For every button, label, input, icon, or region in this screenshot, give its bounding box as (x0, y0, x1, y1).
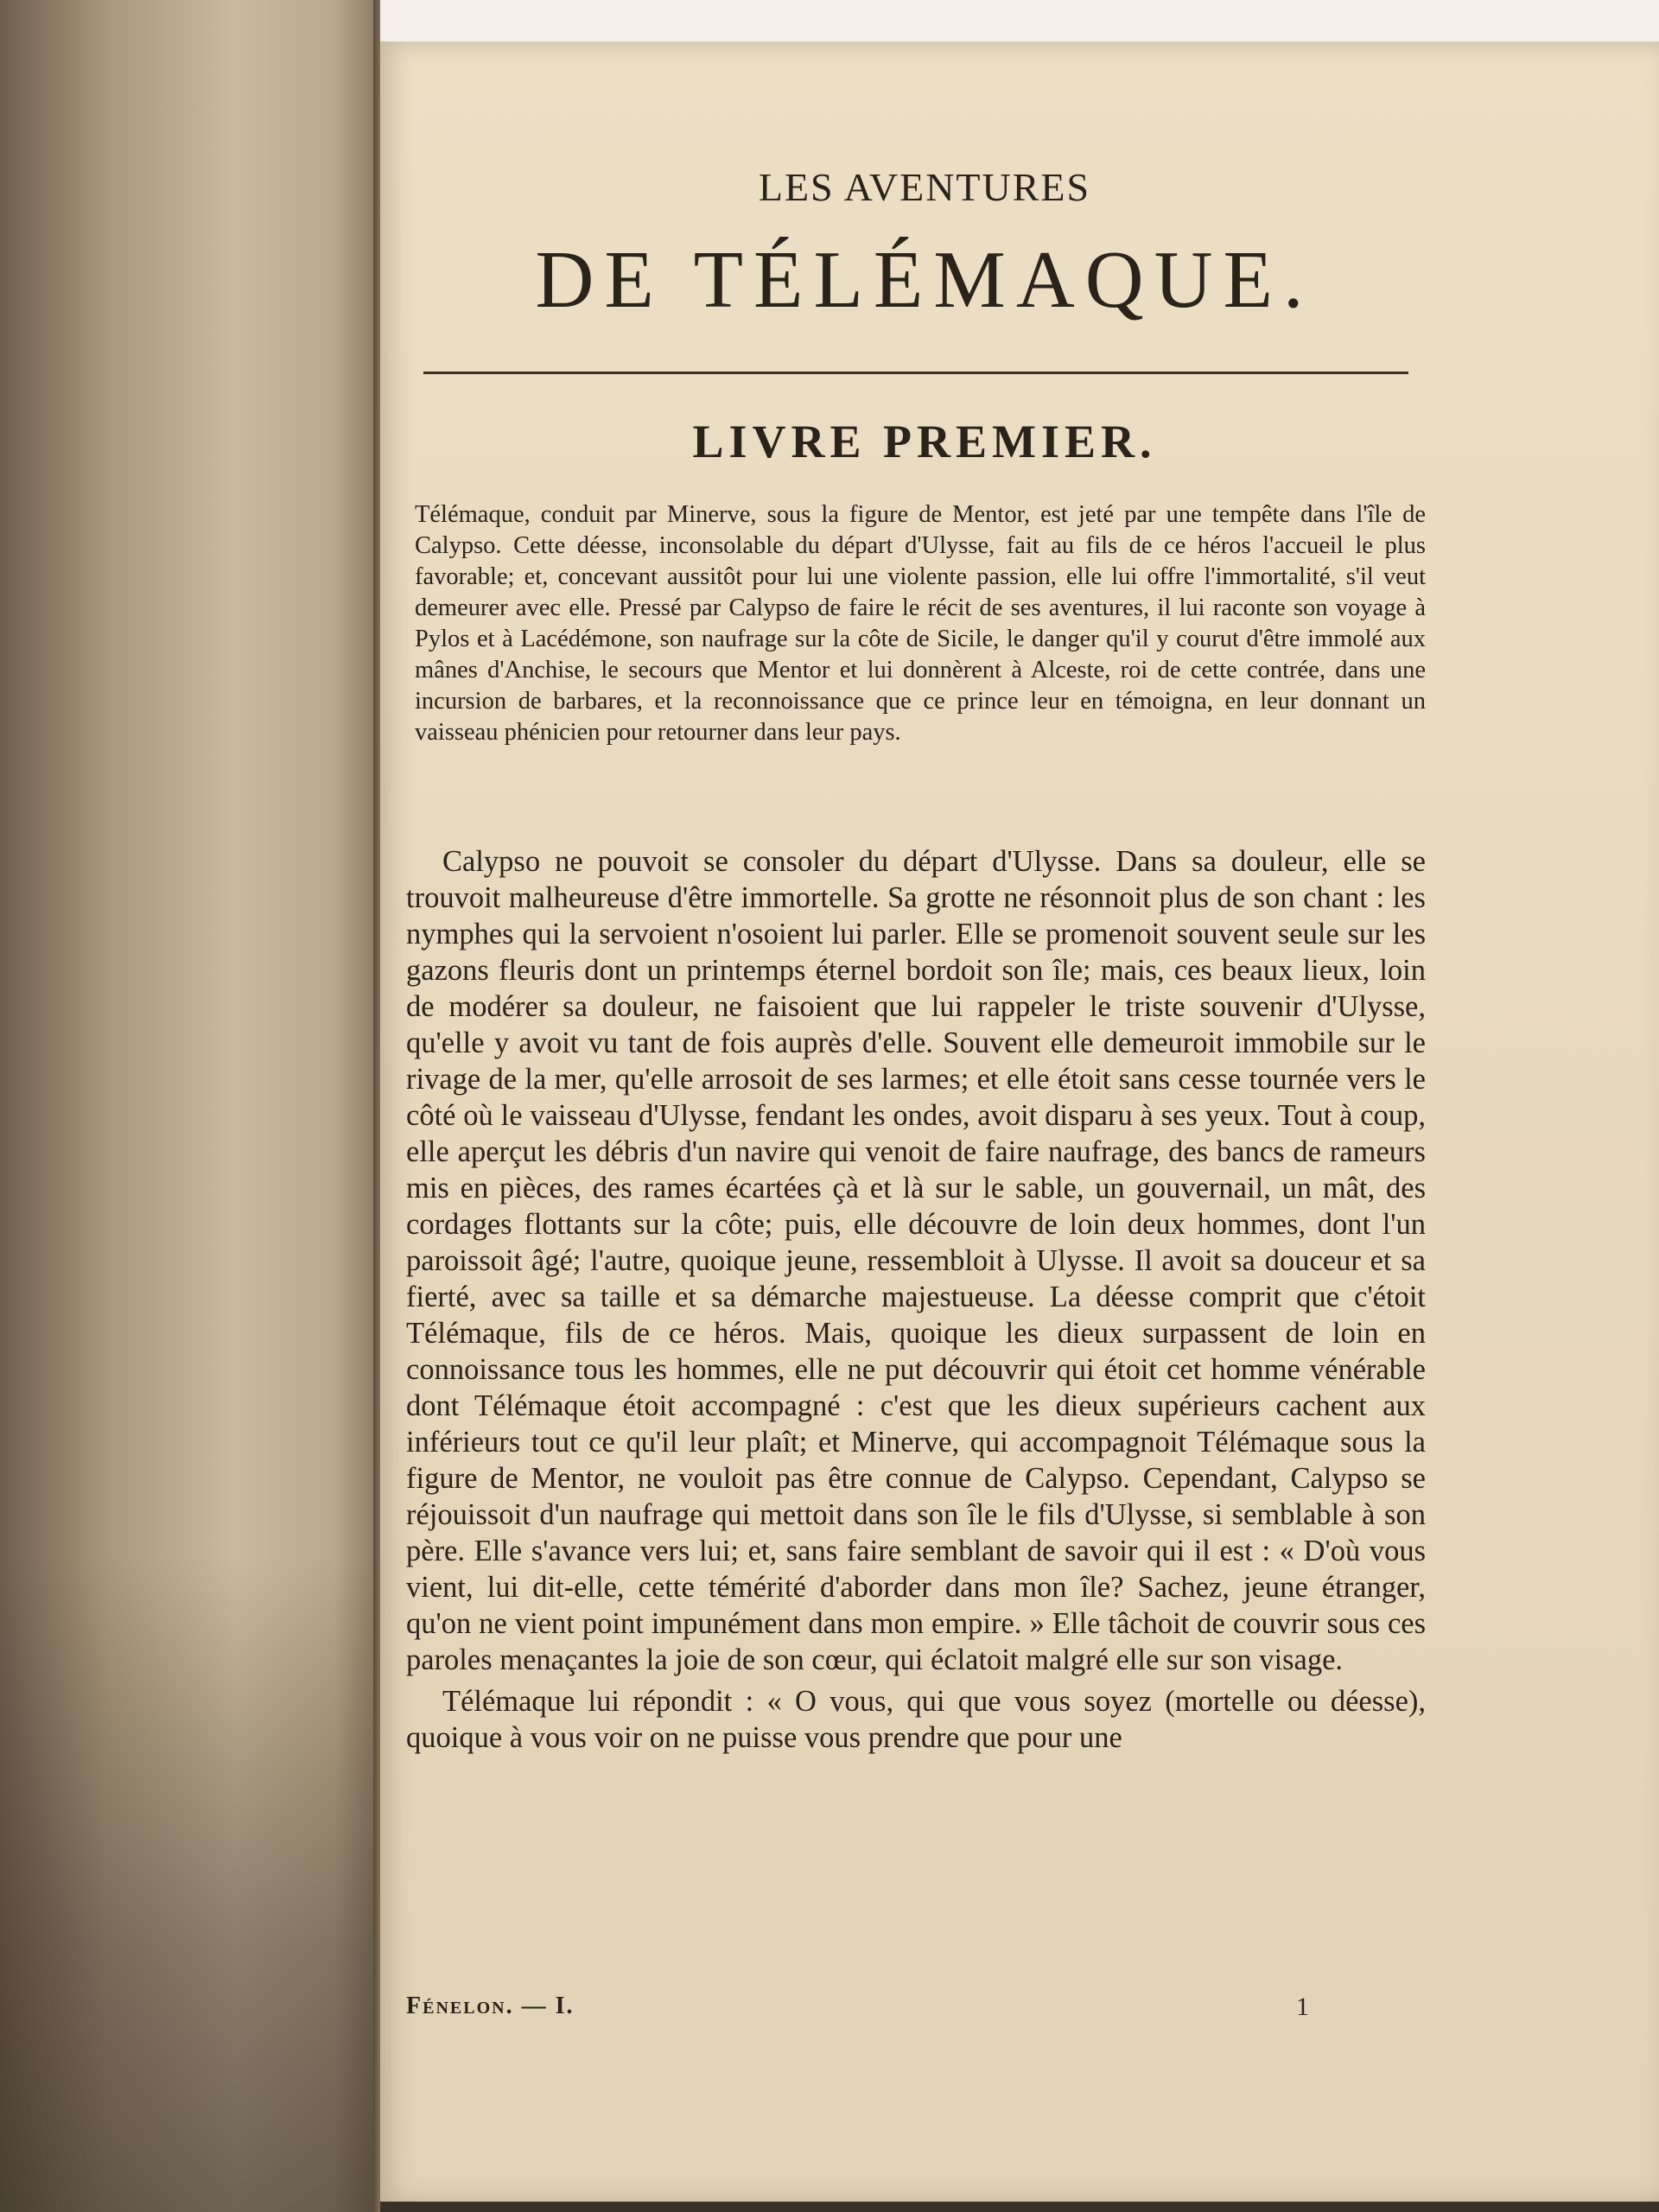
left-page-shadow (0, 1555, 380, 2212)
chapter-summary: Télémaque, conduit par Minerve, sous la figure de Mentor, est jeté par une tempête dans l'île de Calypso. Cette déesse, inconsolable du départ d'Ulysse, fait au fils de ce héros l'accueil le plus favorable; et, concevant aussitôt pour lui une violente passion, elle lui offre l'immortalité, s'il veut demeurer avec elle. Pressé par Calypso de faire le récit de ses aventures, il lui raconte son voyage à Pylos et à Lacédémone, son naufrage sur la côte de Sicile, le danger qu'il y courut d'être immolé aux mânes d'Anchise, le secours que Mentor et lui donnèrent à Alceste, roi de cette contrée, dans une incursion de barbares, et la reconnoissance que ce prince leur en témoigna, en leur donnant un vaisseau phénicien pour retourner dans leur pays. (415, 501, 1426, 746)
paragraph: Télémaque lui répondit : « O vous, qui que vous soyez (mortelle ou déesse), quoique à vous voir on ne puisse vous prendre que pour une (406, 1685, 1426, 1754)
series-title: LES AVENTURES (758, 165, 1091, 209)
book-title: LIVRE PREMIER. (692, 416, 1157, 467)
background-top (380, 0, 1659, 41)
paragraph: Calypso ne pouvoit se consoler du départ d'Ulysse. Dans sa douleur, elle se trouvoit malheureuse d'être immortelle. Sa grotte ne résonnoit plus de son chant : les nymphes qui la servoient n'osoient lui parler. Elle se promenoit souvent seule sur les gazons fleuris dont un printemps éternel bordoit son île; mais, ces beaux lieux, loin de modérer sa douleur, ne faisoient que lui rappeler le triste souvenir d'Ulysse, qu'elle y avoit vu tant de fois auprès d'elle. Souvent elle demeuroit immobile sur le rivage de la mer, qu'elle arrosoit de ses larmes; et elle étoit sans cesse tournée vers le côté où le vaisseau d'Ulysse, fendant les ondes, avoit disparu à ses yeux. Tout à coup, elle aperçut les débris d'un navire qui venoit de faire naufrage, des bancs de rameurs mis en pièces, des rames écartées çà et là sur le sable, un gouvernail, un mât, des cordages flottants sur la côte; puis, elle découvre de loin deux hommes, dont l'un paroissoit âgé; l'autre, quoique jeune, ressembloit à Ulysse. Il avoit sa douceur et sa fierté, avec sa taille et sa démarche majestueuse. La déesse comprit que c'étoit Télémaque, fils de ce héros. Mais, quoique les dieux surpassent de loin en connoissance tous les hommes, elle ne put découvrir qui étoit cet homme vénérable dont Télémaque étoit accompagné : c'est que les dieux supérieurs cachent aux inférieurs tout ce qu'il leur plaît; et Minerve, qui accompagnoit Télémaque sous la figure de Mentor, ne vouloit pas être connue de Calypso. Cependant, Calypso se réjouissoit d'un naufrage qui mettoit dans son île le fils d'Ulysse, si semblable à son père. Elle s'avance vers lui; et, sans faire semblant de savoir qui il est : « D'où vous vient, lui dit-elle, cette témérité d'aborder dans mon île? Sachez, jeune étranger, qu'on ne vient point impunément dans mon empire. » Elle tâchoit de couvrir sous ces paroles menaçantes la joie de son cœur, qui éclatoit malgré elle sur son visage. (406, 845, 1426, 1676)
title-divider (423, 372, 1408, 374)
page-number: 1 (1296, 1993, 1309, 2021)
footer-signature: Fénelon. — I. (406, 1993, 575, 2019)
background-bottom (380, 2202, 1659, 2212)
main-title: DE TÉLÉMAQUE. (535, 235, 1314, 325)
body-text (406, 843, 1426, 1756)
